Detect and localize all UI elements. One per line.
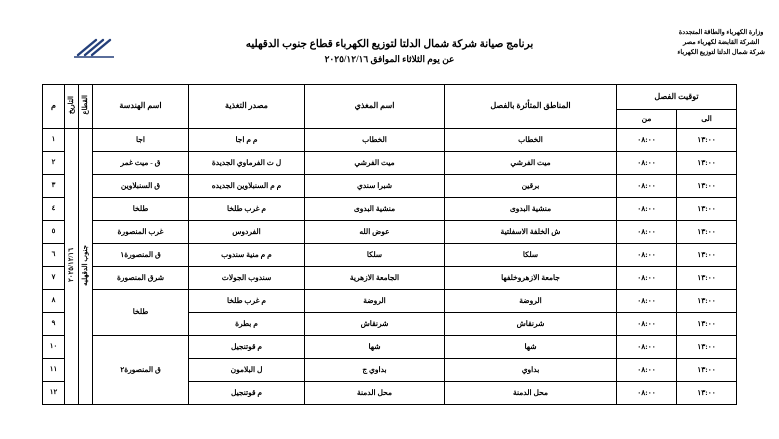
cell-feeder: شها xyxy=(305,336,445,359)
table-row xyxy=(43,244,737,267)
header-source: مصدر التغذية xyxy=(189,85,305,129)
header-areas: المناطق المتأثرة بالفصل xyxy=(445,85,617,129)
cell-time-from: ٠٨:٠٠ xyxy=(617,175,677,198)
document-header xyxy=(0,28,779,80)
header-sector: القطاع xyxy=(79,85,93,129)
cell-time-to: ١٣:٠٠ xyxy=(677,175,737,198)
header-engineering: اسم الهندسة xyxy=(93,85,189,129)
cell-feeder: منشية البدوى xyxy=(305,198,445,221)
cell-serial: ٤ xyxy=(43,198,65,221)
cell-time-from: ٠٨:٠٠ xyxy=(617,244,677,267)
cell-time-to: ١٣:٠٠ xyxy=(677,382,737,405)
cell-engineering: ق المنصورة٢ xyxy=(93,336,189,405)
table-row xyxy=(43,175,737,198)
cell-areas: ش الخلفة الاسفلتية xyxy=(445,221,617,244)
cell-source: ل ت الفرماوي الجديدة xyxy=(189,152,305,175)
header-time-group: توقيت الفصل xyxy=(617,85,737,110)
cell-source: سندوب الجولات xyxy=(189,267,305,290)
cell-feeder: سلكا xyxy=(305,244,445,267)
cell-engineering: ق السنبلاوين xyxy=(93,175,189,198)
cell-serial: ١٢ xyxy=(43,382,65,405)
cell-feeder: شبرا سندي xyxy=(305,175,445,198)
table-row xyxy=(43,129,737,152)
cell-serial: ١ xyxy=(43,129,65,152)
cell-time-from: ٠٨:٠٠ xyxy=(617,336,677,359)
cell-serial: ٣ xyxy=(43,175,65,198)
cell-time-from: ٠٨:٠٠ xyxy=(617,198,677,221)
cell-source: ل البلامون xyxy=(189,359,305,382)
cell-time-to: ١٣:٠٠ xyxy=(677,198,737,221)
cell-engineering: اجا xyxy=(93,129,189,152)
cell-source: م م اجا xyxy=(189,129,305,152)
cell-serial: ٨ xyxy=(43,290,65,313)
cell-time-from: ٠٨:٠٠ xyxy=(617,129,677,152)
cell-serial: ١٠ xyxy=(43,336,65,359)
cell-feeder: بداوي ج xyxy=(305,359,445,382)
table-row xyxy=(43,336,737,359)
cell-sector: جنوب الدقهليه xyxy=(79,129,93,405)
cell-engineering: ق المنصورة١ xyxy=(93,244,189,267)
cell-feeder: ميت الفرشي xyxy=(305,152,445,175)
cell-areas: بداوي xyxy=(445,359,617,382)
cell-areas: سلكا xyxy=(445,244,617,267)
cell-source: م غرب طلخا xyxy=(189,198,305,221)
cell-engineering: طلخا xyxy=(93,290,189,336)
cell-feeder: شرنقاش xyxy=(305,313,445,336)
cell-serial: ٢ xyxy=(43,152,65,175)
cell-areas: الروضة xyxy=(445,290,617,313)
cell-time-from: ٠٨:٠٠ xyxy=(617,359,677,382)
cell-time-from: ٠٨:٠٠ xyxy=(617,290,677,313)
table-body xyxy=(43,129,737,405)
cell-time-from: ٠٨:٠٠ xyxy=(617,313,677,336)
table-row xyxy=(43,221,737,244)
cell-date: ٢٠٢٥/١٢/١٦ xyxy=(65,129,79,405)
cell-time-to: ١٣:٠٠ xyxy=(677,290,737,313)
org-line-1: وزارة الكهرباء والطاقة المتجددة xyxy=(678,29,764,36)
cell-time-from: ٠٨:٠٠ xyxy=(617,152,677,175)
cell-time-to: ١٣:٠٠ xyxy=(677,313,737,336)
cell-areas: ميت الفرشي xyxy=(445,152,617,175)
schedule-table xyxy=(42,84,737,405)
header-serial: م xyxy=(43,85,65,129)
cell-time-to: ١٣:٠٠ xyxy=(677,129,737,152)
cell-source: م غرب طلخا xyxy=(189,290,305,313)
table-row xyxy=(43,152,737,175)
cell-time-to: ١٣:٠٠ xyxy=(677,359,737,382)
header-time-from: من xyxy=(617,110,677,129)
cell-serial: ٩ xyxy=(43,313,65,336)
table-header-row-1 xyxy=(43,85,737,110)
cell-serial: ١١ xyxy=(43,359,65,382)
cell-time-from: ٠٨:٠٠ xyxy=(617,267,677,290)
cell-time-to: ١٣:٠٠ xyxy=(677,152,737,175)
cell-engineering: طلخا xyxy=(93,198,189,221)
cell-areas: شها xyxy=(445,336,617,359)
org-line-3: شركة شمال الدلتا لتوزيع الكهرباء xyxy=(677,49,765,57)
table-row xyxy=(43,198,737,221)
cell-serial: ٦ xyxy=(43,244,65,267)
cell-engineering: ق - ميت غمر xyxy=(93,152,189,175)
document-title: برنامج صيانة شركة شمال الدلتا لتوزيع الكهرباء قطاع جنوب الدقهليه xyxy=(245,39,534,50)
cell-areas: شرنقاش xyxy=(445,313,617,336)
cell-source: م م السنبلاوين الجديده xyxy=(189,175,305,198)
cell-source: م قوتنجيل xyxy=(189,336,305,359)
header-date: التاريخ xyxy=(65,85,79,129)
cell-areas: جامعة الازهروخلفها xyxy=(445,267,617,290)
header-feeder: اسم المغذي xyxy=(305,85,445,129)
cell-source: م م منية سندوب xyxy=(189,244,305,267)
cell-time-to: ١٣:٠٠ xyxy=(677,267,737,290)
cell-feeder: عوض الله xyxy=(305,221,445,244)
cell-time-from: ٠٨:٠٠ xyxy=(617,221,677,244)
maintenance-schedule-table xyxy=(42,84,737,405)
cell-time-to: ١٣:٠٠ xyxy=(677,244,737,267)
north-delta-electricity-logo xyxy=(70,34,128,62)
cell-engineering: غرب المنصورة xyxy=(93,221,189,244)
cell-feeder: الروضة xyxy=(305,290,445,313)
cell-source: م بطرة xyxy=(189,313,305,336)
header-time-to: الى xyxy=(677,110,737,129)
cell-feeder: الخطاب xyxy=(305,129,445,152)
cell-feeder: محل الدمنة xyxy=(305,382,445,405)
cell-areas: محل الدمنة xyxy=(445,382,617,405)
cell-areas: منشية البدوى xyxy=(445,198,617,221)
cell-feeder: الجامعة الازهرية xyxy=(305,267,445,290)
table-row xyxy=(43,267,737,290)
document-subtitle: عن يوم الثلاثاء الموافق ٢٠٢٥/١٢/١٦ xyxy=(324,54,455,64)
cell-source: الفردوس xyxy=(189,221,305,244)
cell-areas: برقين xyxy=(445,175,617,198)
org-line-2: الشركة القابضة لكهرباء مصر xyxy=(683,39,760,47)
table-row xyxy=(43,290,737,313)
cell-engineering: شرق المنصورة xyxy=(93,267,189,290)
cell-source: م قوتنجيل xyxy=(189,382,305,405)
cell-areas: الخطاب xyxy=(445,129,617,152)
cell-time-to: ١٣:٠٠ xyxy=(677,336,737,359)
cell-time-to: ١٣:٠٠ xyxy=(677,221,737,244)
cell-time-from: ٠٨:٠٠ xyxy=(617,382,677,405)
cell-serial: ٧ xyxy=(43,267,65,290)
cell-serial: ٥ xyxy=(43,221,65,244)
